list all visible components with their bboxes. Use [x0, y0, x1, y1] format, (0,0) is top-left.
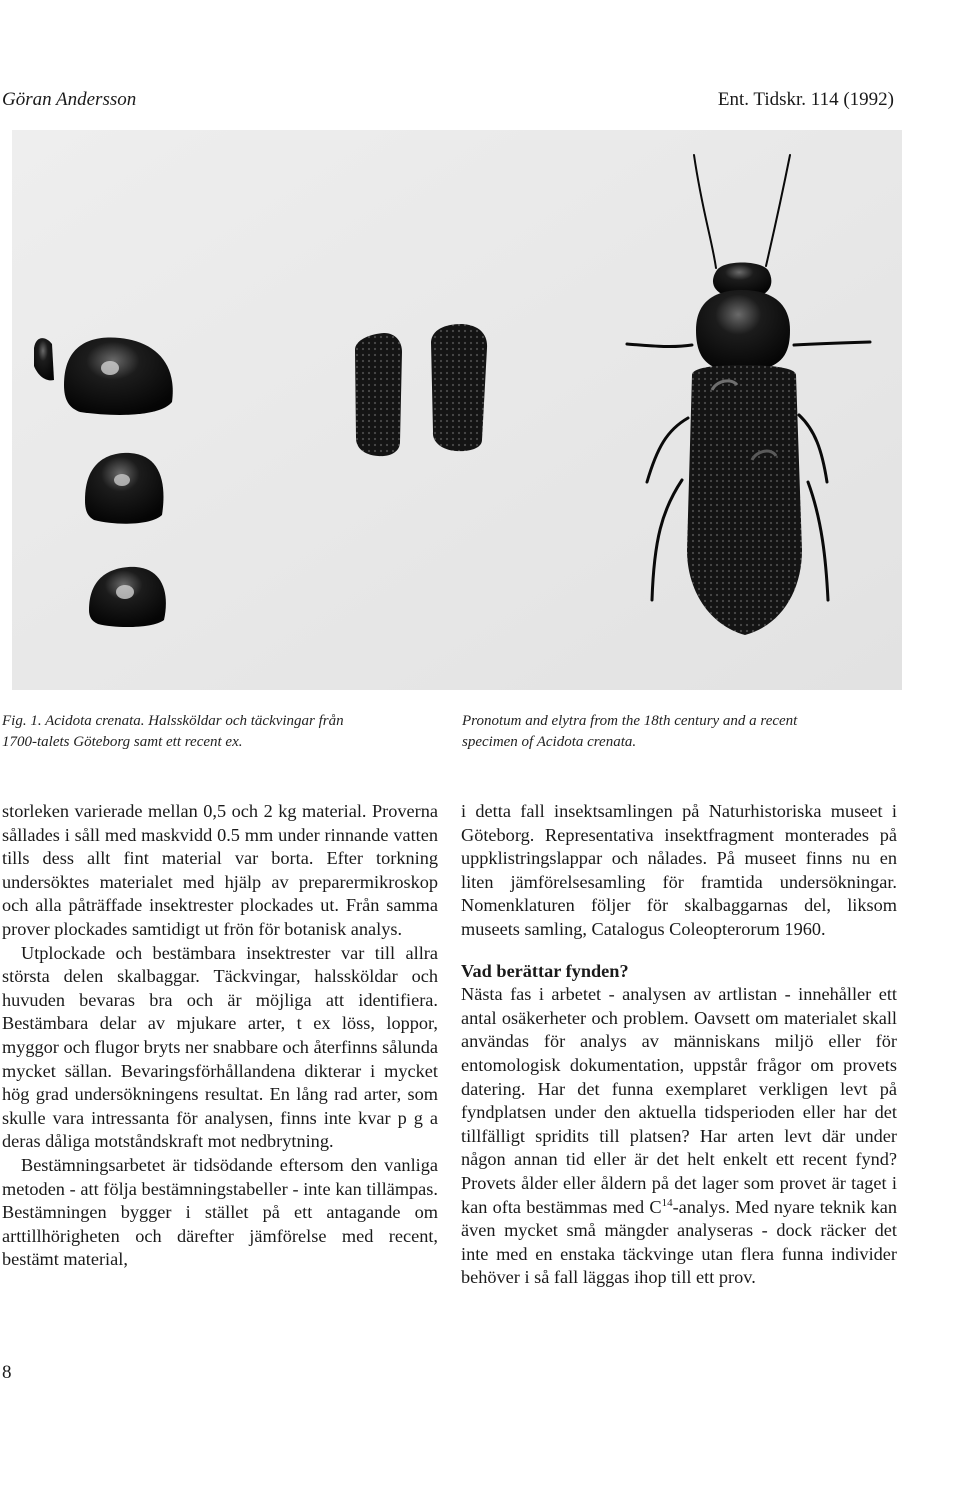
elytron-1	[355, 333, 402, 456]
recent-specimen-body	[687, 263, 802, 636]
figure-caption-english	[462, 711, 902, 753]
running-head-journal: Ent. Tidskr. 114 (1992)	[717, 89, 894, 110]
section-heading: Vad berättar fynden?	[461, 960, 629, 981]
isotope-superscript: 14	[661, 1196, 673, 1209]
paragraph: Bestämningsarbetet är tidsödande eftersom den vanliga metoden - att följa bestämningstabeller - inte kan tillämpas. Bestämningen bygger i stället på ett antagande om arttillhörigheten och därefter jämförelse med recent, bestämt material,	[2, 1154, 438, 1270]
elytron-2	[431, 324, 487, 451]
body-column-left	[2, 800, 438, 1272]
paragraph	[461, 983, 897, 1290]
caption-text: Halssköldar och täckvingar från	[148, 713, 344, 729]
paragraph-text: Nästa fas i arbetet - analysen av artlistan - innehåller ett antal osäkerheter och problem. Oavsett om materialet skall användas för analys av människans miljö eller för entomologisk dokumentation, uppstår frågor om provets datering. Har det funna exemplaret verkligen levt på fyndplatsen under den aktuella tidsperioden eller har det tillfälligt spridits till platsen? Har arten levt där under någon annan tid eller är det helt enkelt ett recent fynd? Provets ålder eller åldern på det lager som provet är taget i kan ofta bestämmas med C	[461, 984, 897, 1217]
body-column-right	[461, 800, 897, 1290]
caption-species: Acidota crenata.	[45, 713, 145, 729]
caption-en-line2: specimen of Acidota crenata.	[462, 734, 637, 750]
beetle-photograph	[12, 130, 902, 690]
paragraph: Utplockade och bestämbara insektrester var till allra största delen skalbaggar. Täckvingar, halssköldar och huvuden bevaras bra och är möjliga att identifiera. Bestämbara delar av mjukare arter, t ex löss, loppor, myggor och flugor bryts ner snabbare och återfinns sålunda mycket sällan. Bevaringsförhållandena dikterar i mycket hög grad undersökningens resultat. En lång rad arter, som skulle vara intressanta för analysen, finns inte kvar p g a deras dåliga motståndskraft mot nedbrytning.	[2, 942, 438, 1152]
paragraph: storleken varierade mellan 0,5 och 2 kg material. Proverna sållades i såll med maskvidd 0.5 mm under rinnande vatten tills dess allt fint material var borta. Efter torkning undersöktes materialet med hjälp av preparermikroskop och alla påträffade insektrester plockades ut. Från samma prover plockades samtidigt ut frön för botanisk analys.	[2, 801, 438, 939]
page-number: 8	[2, 1362, 12, 1383]
paragraph-text: -analys. Med nyare teknik kan även mycket små mängder analyseras - dock räcker det inte med en enstaka täckvinge utan flera funna individer behöver i så fall läggas ihop till ett prov.	[461, 1196, 897, 1288]
caption-label: Fig. 1.	[2, 713, 42, 729]
figure-photo	[12, 130, 902, 690]
figure-caption-swedish	[2, 711, 422, 753]
caption-text-line2: 1700-talets Göteborg samt ett recent ex.	[2, 734, 243, 750]
caption-en-line1: Pronotum and elytra from the 18th century and a recent	[462, 713, 798, 729]
running-head-author: Göran Andersson	[2, 89, 137, 110]
paragraph: i detta fall insektsamlingen på Naturhistoriska museet i Göteborg. Representativa insektfragment monterades på uppklistringslappar och nålades. På museet finns nu en liten jämförelsesamling för framtida undersökningar. Nomenklaturen följer för skalbaggarnas del, liksom museets samling, Catalogus Coleopterorum 1960.	[461, 801, 897, 939]
